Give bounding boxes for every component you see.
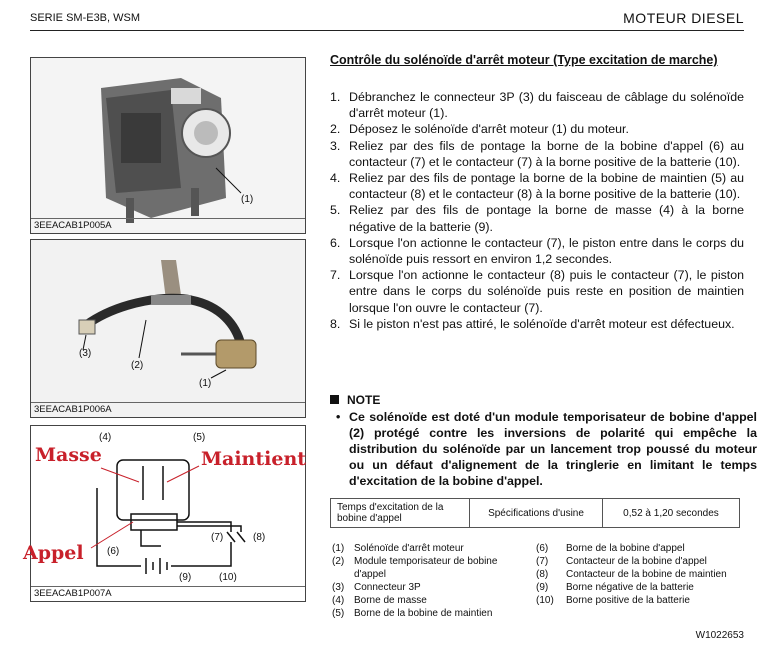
- legend-item: (3) Connecteur 3P: [332, 582, 421, 593]
- step-item: 4. Reliez par des fils de pontage la borne de la bobine de maintien (5) au contacteur (8) et le contacteur (8) à la borne positive de la batterie (10).: [330, 171, 744, 202]
- solenoid-illustration: [31, 240, 305, 417]
- callout-10: (10): [219, 572, 237, 583]
- figure-code: 3EEACAB1P007A: [34, 588, 112, 599]
- step-item: 8. Si le piston n'est pas attiré, le solénoïde d'arrêt moteur est défectueux.: [330, 316, 735, 331]
- procedure-title: Contrôle du solénoïde d'arrêt moteur (Type excitation de marche): [330, 53, 718, 67]
- spec-column: Spécifications d'usine: [470, 499, 603, 528]
- figure-code-rule: [31, 402, 305, 403]
- legend-item: (10) Borne positive de la batterie: [536, 595, 690, 606]
- section-title: MOTEUR DIESEL: [623, 10, 744, 26]
- legend-left: [332, 542, 532, 620]
- callout-3: (3): [79, 348, 92, 359]
- callout-1: (1): [241, 194, 254, 205]
- note-text: • Ce solénoïde est doté d'un module temporisateur de bobine d'appel (2) protégé contre les inversions de polarité qui empêche la distribution du solénoïde par un lancement trop poussé du moteur ou un défaut d'alignement de la tringlerie en limitant le temps d'excitation de la bobine d'appel.: [336, 410, 757, 488]
- callout-7: (7): [211, 532, 224, 543]
- legend-item: (7) Contacteur de la bobine d'appel: [536, 556, 707, 567]
- figure-code: 3EEACAB1P005A: [34, 220, 112, 231]
- note-square-icon: [330, 395, 339, 404]
- label-appel: Appel: [23, 542, 84, 564]
- label-masse: Masse: [35, 444, 102, 466]
- callout-9: (9): [179, 572, 192, 583]
- callout-2: (2): [131, 360, 144, 371]
- callout-6: (6): [107, 546, 120, 557]
- spec-label: Temps d'excitation de la bobine d'appel: [331, 499, 470, 528]
- spec-table: [330, 498, 740, 528]
- engine-illustration: [31, 58, 305, 233]
- callout-1b: (1): [199, 378, 212, 389]
- step-item: 2. Déposez le solénoïde d'arrêt moteur (1) du moteur.: [330, 122, 629, 137]
- document-code: W1022653: [695, 630, 744, 641]
- legend-item: (5) Borne de la bobine de maintien: [332, 608, 493, 619]
- bullet-icon: •: [336, 410, 341, 424]
- callout-8: (8): [253, 532, 266, 543]
- figure-code: 3EEACAB1P006A: [34, 404, 112, 415]
- figure-code-rule: [31, 218, 305, 219]
- figure-code-rule: [31, 586, 305, 587]
- callout-4: (4): [99, 432, 112, 443]
- note-heading: NOTE: [330, 393, 380, 407]
- legend-item: (1) Solénoïde d'arrêt moteur: [332, 543, 464, 554]
- legend-item: (8) Contacteur de la bobine de maintien: [536, 569, 727, 580]
- step-item: 5. Reliez par des fils de pontage la borne de masse (4) à la borne négative de la batterie (9).: [330, 203, 744, 234]
- legend-right: [536, 542, 746, 607]
- step-item: 6. Lorsque l'on actionne le contacteur (7), le piston entre dans le corps du solénoïde puis ressort en environ 1,2 secondes.: [330, 235, 744, 267]
- legend-item: (2) Module temporisateur de bobine d'appel: [332, 556, 498, 580]
- series-label: SERIE SM-E3B, WSM: [30, 12, 141, 24]
- step-item: 3. Reliez par des fils de pontage la borne de la bobine d'appel (6) au contacteur (7) et le contacteur (7) à la borne positive de la batterie (10).: [330, 138, 744, 169]
- step-item: 1. Débranchez le connecteur 3P (3) du faisceau de câblage du solénoïde d'arrêt moteur (1).: [330, 90, 744, 121]
- figure-wiring-diagram: [23, 425, 307, 602]
- step-item: 7. Lorsque l'on actionne le contacteur (8) puis le contacteur (7), le piston entre dans le corps du solénoïde puis reste en position de maintien lorsque l'on ouvre le contacteur (7).: [330, 268, 744, 315]
- figure-solenoid-photo: [30, 239, 306, 418]
- header-rule: [30, 30, 744, 31]
- legend-item: (4) Borne de masse: [332, 595, 427, 606]
- figure-engine-photo: [30, 57, 306, 234]
- legend-item: (6) Borne de la bobine d'appel: [536, 543, 685, 554]
- spec-value: 0,52 à 1,20 secondes: [603, 499, 740, 528]
- legend-item: (9) Borne négative de la batterie: [536, 582, 694, 593]
- label-maintient: Maintient: [201, 448, 307, 470]
- procedure-steps: [330, 89, 744, 332]
- callout-5: (5): [193, 432, 206, 443]
